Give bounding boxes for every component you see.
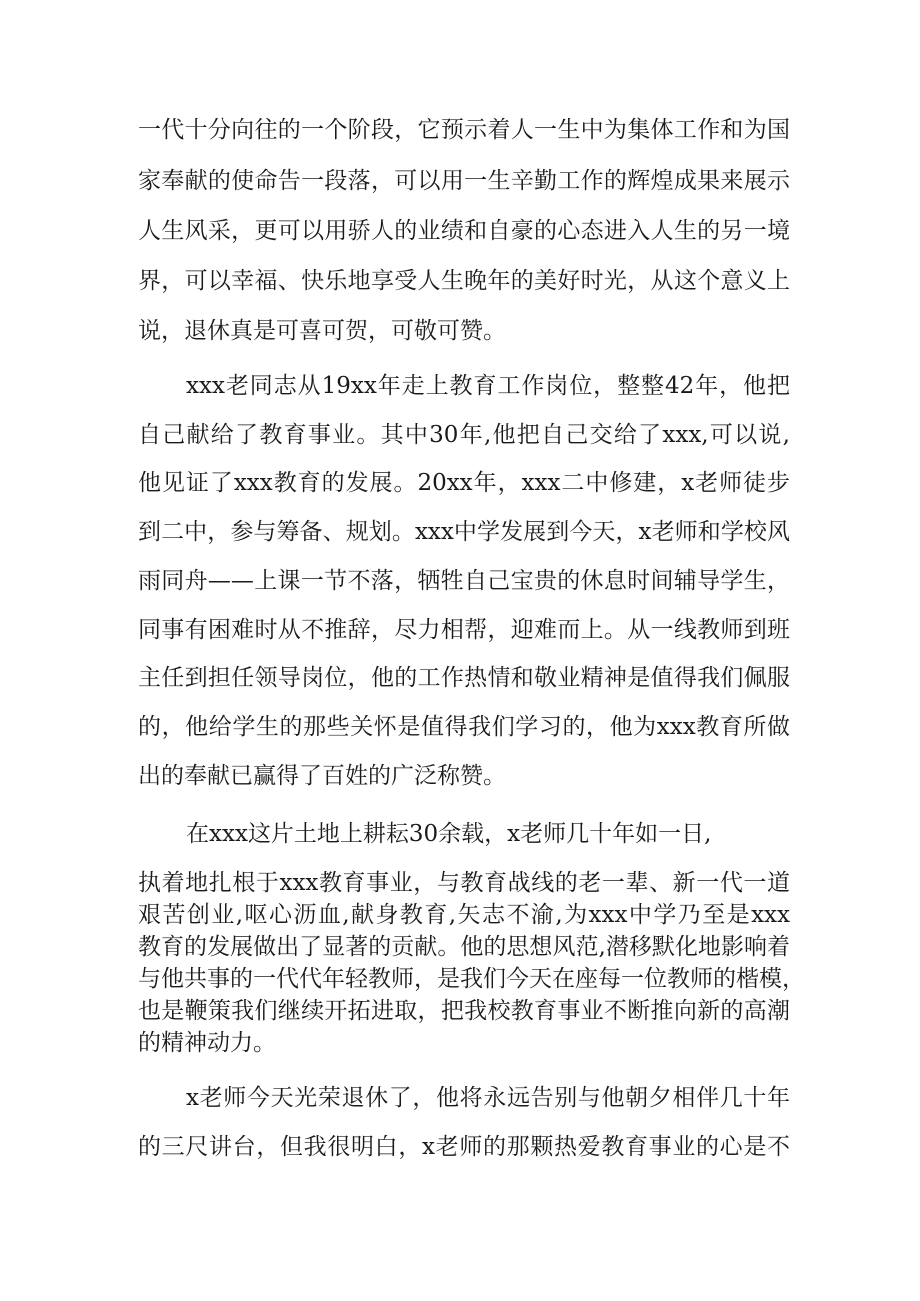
text-line: x老师今天光荣退休了，他将永远告别与他朝夕相伴几十年 bbox=[186, 1085, 790, 1111]
text-line: 执着地扎根于xxx教育事业，与教育战线的老一辈、新一代一道 bbox=[138, 870, 790, 896]
text-line: 一代十分向往的一个阶段，它预示着人一生中为集体工作和为国 bbox=[138, 117, 790, 143]
text-line: 出的奉献已赢得了百姓的广泛称赞。 bbox=[138, 763, 506, 789]
text-line: 他见证了xxx教育的发展。20xx年，xxx二中修建，x老师徒步 bbox=[138, 470, 790, 496]
text-line: 雨同舟——上课一节不落，牺牲自己宝贵的休息时间辅导学生， bbox=[138, 568, 790, 594]
text-line: 艰苦创业,呕心沥血,献身教育,矢志不渝,为xxx中学乃至是xxx bbox=[138, 902, 790, 928]
text-line: 的精神动力。 bbox=[138, 1030, 276, 1056]
text-line: 与他共事的一代代年轻教师，是我们今天在座每一位教师的楷模， bbox=[138, 966, 805, 992]
text-line: xxx老同志从19xx年走上教育工作岗位，整整42年，他把 bbox=[186, 373, 790, 399]
text-line: 主任到担任领导岗位，他的工作热情和敬业精神是值得我们佩服 bbox=[138, 665, 790, 691]
text-line: 的三尺讲台，但我很明白，x老师的那颗热爱教育事业的心是不 bbox=[138, 1134, 790, 1160]
text-line: 教育的发展做出了显著的贡献。他的思想风范,潜移默化地影响着 bbox=[138, 934, 790, 960]
text-line: 也是鞭策我们继续开拓进取，把我校教育事业不断推向新的高潮 bbox=[138, 998, 790, 1024]
text-line: 人生风采，更可以用骄人的业绩和自豪的心态进入人生的另一境 bbox=[138, 218, 790, 244]
text-line: 说，退休真是可喜可贺，可敬可赞。 bbox=[138, 318, 506, 344]
text-line: 的，他给学生的那些关怀是值得我们学习的，他为xxx教育所做 bbox=[138, 714, 790, 740]
text-line: 同事有困难时从不推辞，尽力相帮，迎难而上。从一线教师到班 bbox=[138, 617, 790, 643]
text-line: 到二中，参与筹备、规划。xxx中学发展到今天，x老师和学校风 bbox=[138, 519, 790, 545]
text-line: 界，可以幸福、快乐地享受人生晚年的美好时光，从这个意义上 bbox=[138, 268, 790, 294]
text-line: 家奉献的使命告一段落，可以用一生辛勤工作的辉煌成果来展示 bbox=[138, 168, 790, 194]
text-line: 自己献给了教育事业。其中30年,他把自己交给了xxx,可以说, bbox=[138, 422, 790, 448]
text-line: 在xxx这片土地上耕耘30余载，x老师几十年如一日, bbox=[186, 821, 712, 847]
